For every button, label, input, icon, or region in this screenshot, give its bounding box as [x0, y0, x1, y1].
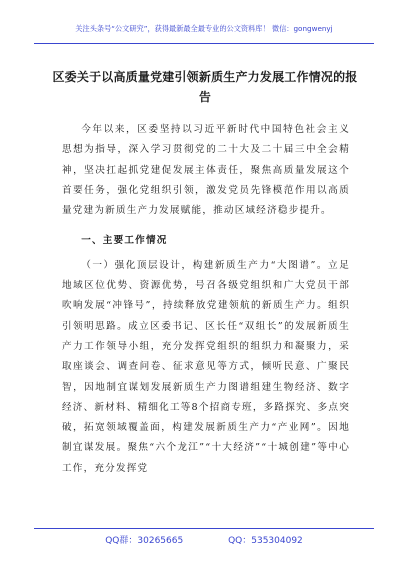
banner-divider	[34, 43, 374, 44]
footer-contact	[0, 533, 408, 546]
footer-qq-group: QQ群：30265665	[105, 536, 184, 546]
section-paragraph: （一）强化顶层设计，构建新质生产力“大图谱”。立足地域区位优势、资源优势，号召各级党组织和广大党员干部吹响发展“冲锋号”，持续释放党建领航的新质生产力。组织引领明思路。成立区委书记、区长任“双组长”的发展新质生产力工作领导小组，充分发挥党组织的组织力和凝聚力，采取座谈会、调查问卷、征求意见等方式，倾听民意、广聚民智，因地制宜谋划发展新质生产力图谱组建生物经济、数字经济、新材料、精细化工等8个招商专班，多路探究、多点突破，拓宽领域覆盖面，构建发展新质生产力“产业网”。因地制宜谋发展。聚焦“六个龙江”“十大经济”“十城创建”等中心工作，充分发挥党	[62, 259, 350, 474]
document-body	[62, 120, 350, 479]
section-heading: 一、主要工作情况	[81, 235, 168, 247]
footer-qq: QQ：535304092	[228, 536, 303, 546]
intro-paragraph: 今年以来，区委坚持以习近平新时代中国特色社会主义思想为指导，深入学习贯彻党的二十大及二十届三中全会精神，坚决扛起抓党建促发展主体责任，聚焦高质量发展这个首要任务，强化党组织引领，激发党员先锋模范作用以高质量党建为新质生产力发展赋能，推动区域经济稳步提升。	[62, 124, 350, 217]
top-banner: 关注头条号“公文研究”，获得最新最全最专业的公文资料库！ 微信：gongwenyj	[75, 24, 333, 33]
footer-divider	[34, 528, 374, 529]
document-title: 区委关于以高质量党建引领新质生产力发展工作情况的报告	[52, 70, 358, 104]
